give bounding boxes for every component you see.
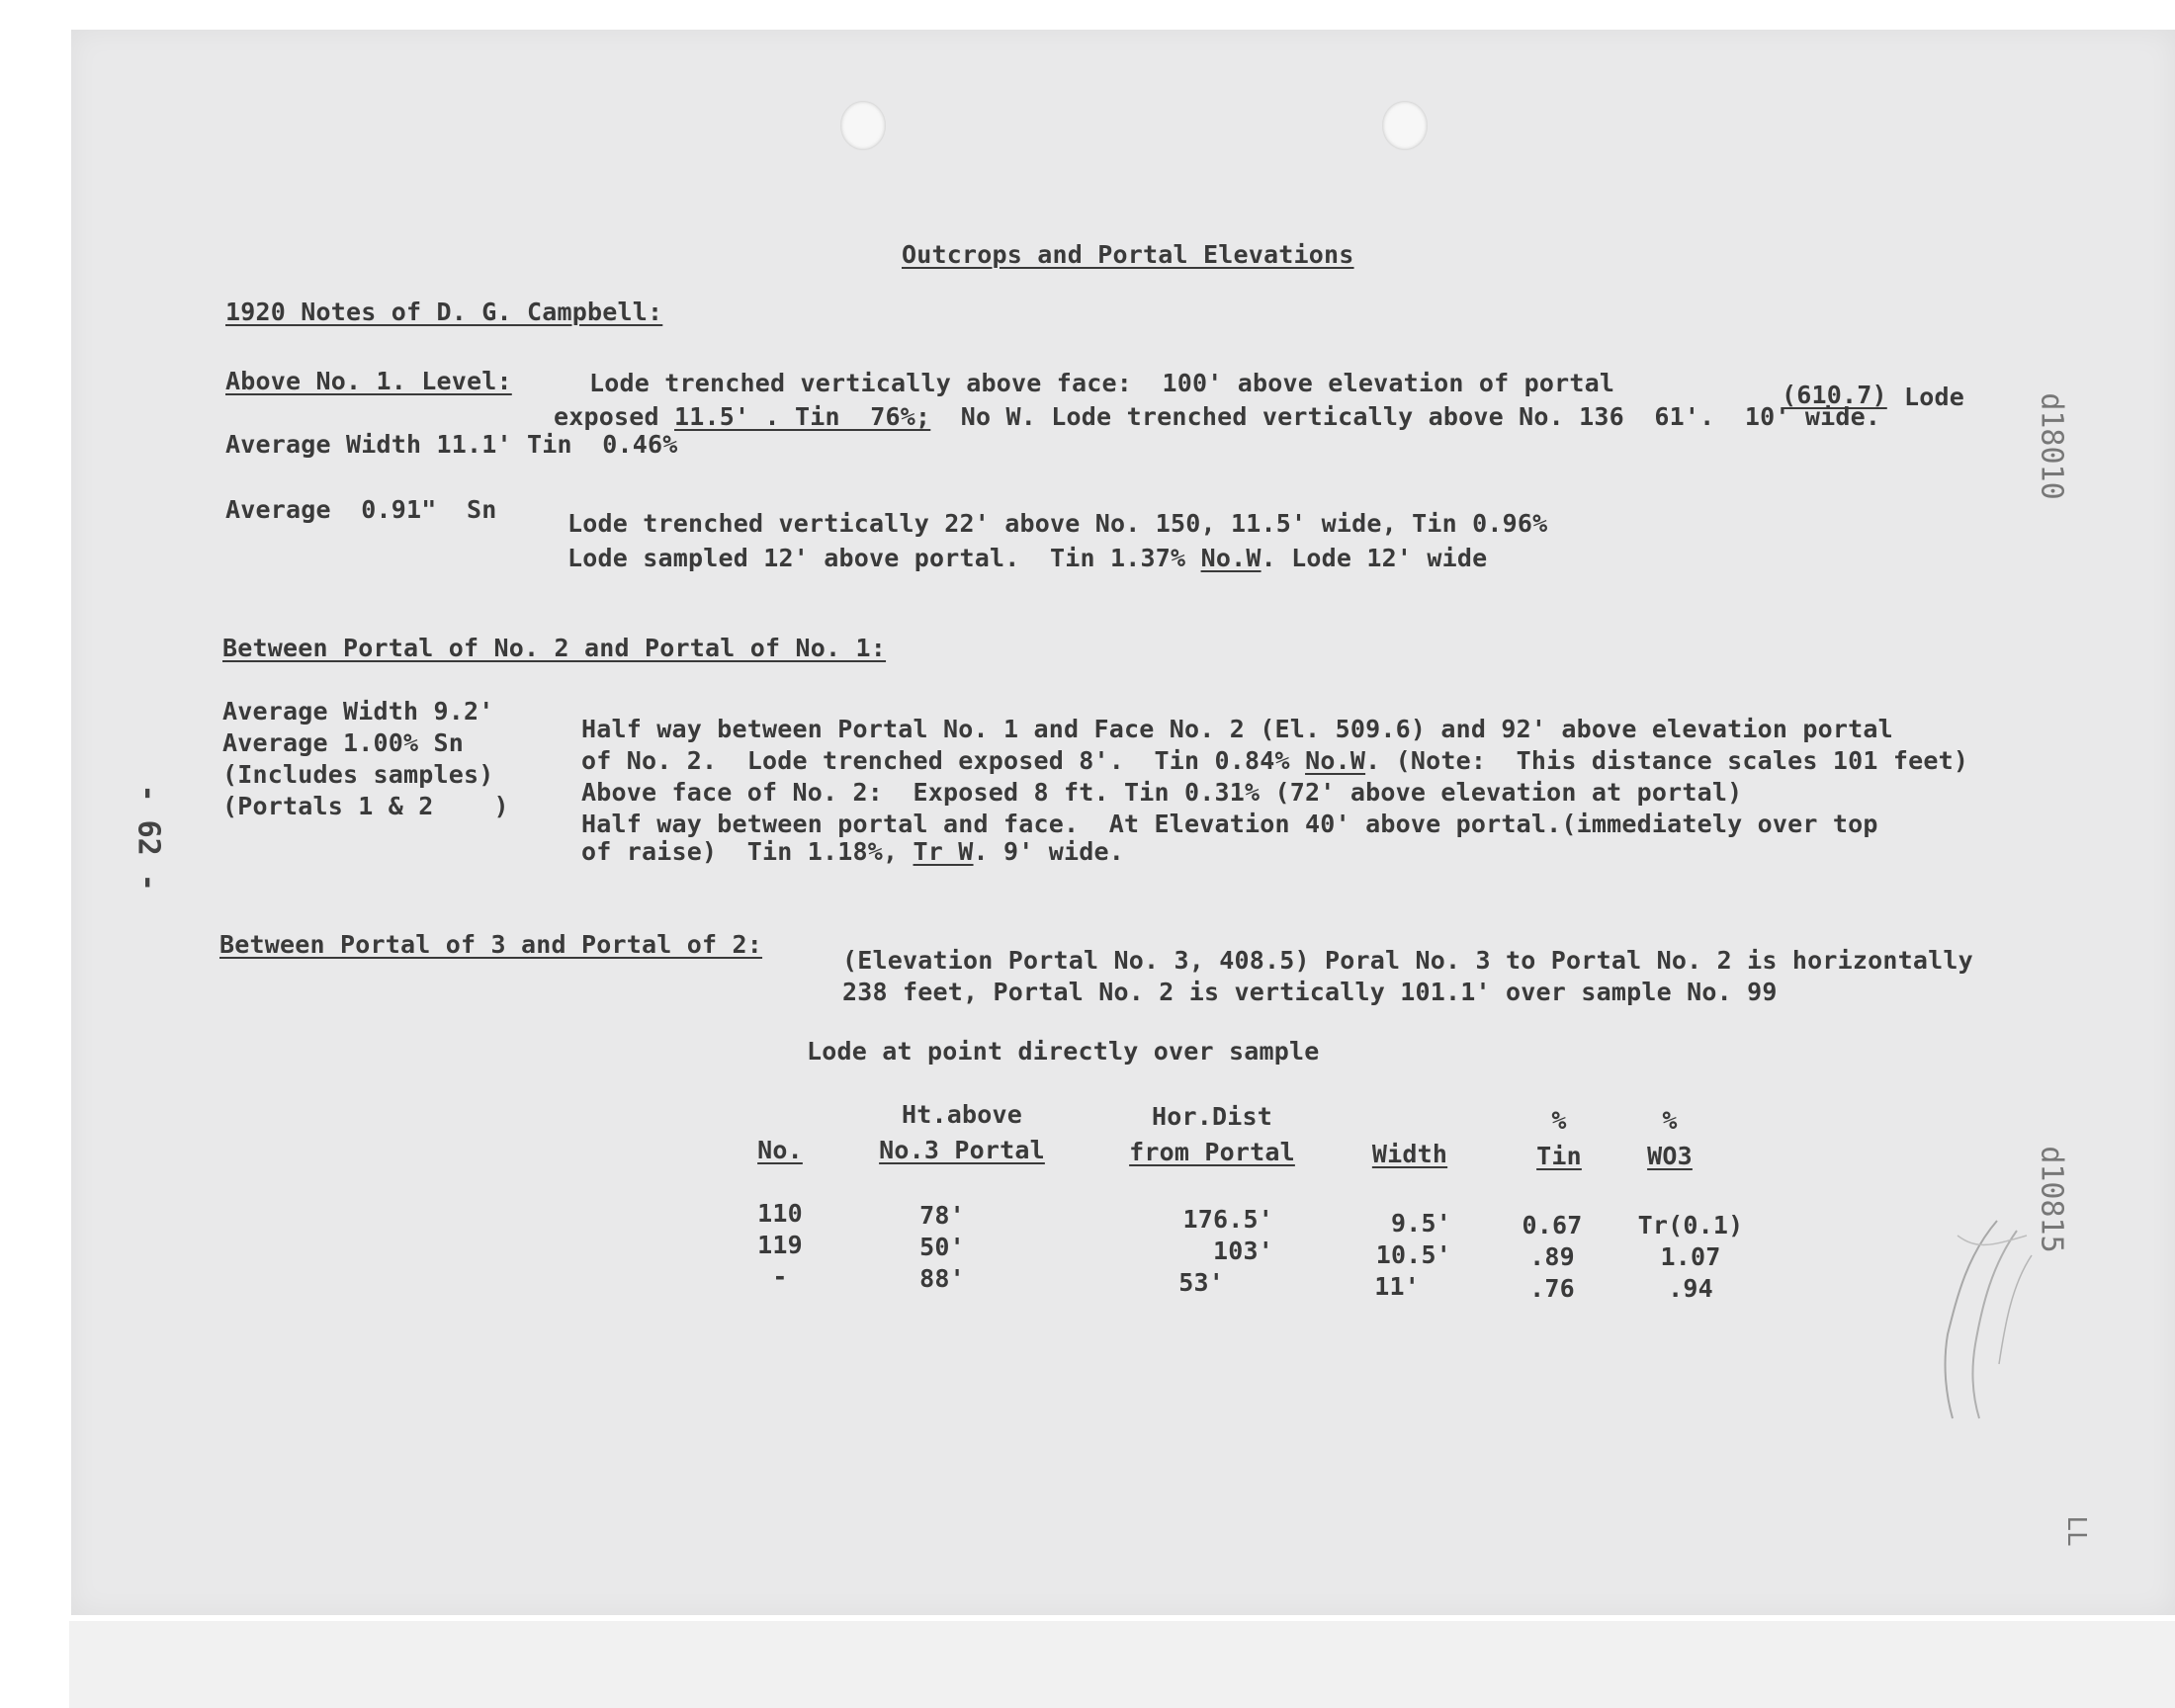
section3-line2: 238 feet, Portal No. 2 is vertically 101.1' over sample No. 99 xyxy=(842,978,1778,1006)
section2-left-3: (Includes samples) xyxy=(222,760,494,789)
section1-line4: Lode trenched vertically 22' above No. 150, 11.5' wide, Tin 0.96% xyxy=(567,509,1548,538)
col-header-ht-bottom: No.3 Portal xyxy=(879,1136,1045,1164)
col-header-tin-top: % xyxy=(1551,1106,1567,1135)
section2-line5: of raise) Tin 1.18%, Tr W. 9' wide. xyxy=(581,837,1125,866)
section1-average-width: Average Width 11.1' Tin 0.46% xyxy=(225,430,678,459)
archive-stamp-bottom: d10815 xyxy=(2034,1146,2069,1253)
cell-hor: 103' xyxy=(1212,1237,1273,1265)
scan-margin xyxy=(0,0,69,1708)
section1-line1: Lode trenched vertically above face: 100' above elevation of portal xyxy=(589,369,1615,397)
page-number: - 62 - xyxy=(130,784,166,892)
section2-heading: Between Portal of No. 2 and Portal of No. 1: xyxy=(222,634,887,662)
cell-tin: .76 xyxy=(1529,1274,1575,1303)
cell-wo3: .94 xyxy=(1668,1274,1713,1303)
col-header-hor-top: Hor.Dist xyxy=(1151,1102,1272,1131)
col-header-tin-bottom: Tin xyxy=(1536,1142,1582,1170)
cell-no: 119 xyxy=(757,1231,803,1259)
cell-wo3: 1.07 xyxy=(1660,1242,1721,1271)
col-header-hor-bottom: from Portal xyxy=(1129,1138,1295,1166)
pencil-scribble-mark xyxy=(1938,1216,2046,1423)
cell-no: 110 xyxy=(757,1199,803,1228)
col-header-width: Width xyxy=(1371,1140,1448,1168)
cell-hor: 176.5' xyxy=(1182,1205,1273,1234)
cell-hor: 53' xyxy=(1178,1268,1224,1297)
section1-average-sn: Average 0.91" Sn xyxy=(225,495,497,524)
cell-ht: 50' xyxy=(919,1233,965,1261)
section2-left-2: Average 1.00% Sn xyxy=(222,728,465,757)
section2-left-4: (Portals 1 & 2 ) xyxy=(222,792,509,820)
cell-ht: 78' xyxy=(919,1201,965,1230)
punch-hole-left xyxy=(840,101,886,150)
cell-tin: .89 xyxy=(1529,1242,1575,1271)
col-header-no: No. xyxy=(757,1136,803,1164)
section1-heading: Above No. 1. Level: xyxy=(225,367,512,395)
section2-left-1: Average Width 9.2' xyxy=(222,697,494,726)
section2-line2: of No. 2. Lode trenched exposed 8'. Tin 0.84% No.W. (Note: This distance scales 101 feet) xyxy=(581,746,1969,775)
section1-line1-end: Lode xyxy=(1904,383,1965,411)
page-title: Outcrops and Portal Elevations xyxy=(902,240,1354,269)
scan-bottom-margin xyxy=(69,1621,2175,1708)
cell-tin: 0.67 xyxy=(1522,1211,1583,1239)
cell-no: - xyxy=(772,1262,788,1291)
corner-mark: LL xyxy=(2061,1515,2091,1547)
section3-heading: Between Portal of 3 and Portal of 2: xyxy=(219,930,763,959)
archive-stamp-top: d18010 xyxy=(2034,392,2069,500)
section1-line2: exposed 11.5' . Tin 76%; No W. Lode trenched vertically above No. 136 61'. 10' wide. xyxy=(554,402,1881,431)
section1-elevation: (610.7) xyxy=(1782,381,1887,409)
cell-width: 9.5' xyxy=(1390,1209,1451,1238)
col-header-wo3-top: % xyxy=(1662,1106,1678,1135)
cell-width: 10.5' xyxy=(1375,1240,1451,1269)
section3-line1: (Elevation Portal No. 3, 408.5) Poral No. 3 to Portal No. 2 is horizontally xyxy=(842,946,1973,975)
cell-width: 11' xyxy=(1374,1272,1420,1301)
section2-line4: Half way between portal and face. At Elevation 40' above portal.(immediately over top xyxy=(581,810,1878,838)
section2-line3: Above face of No. 2: Exposed 8 ft. Tin 0.31% (72' above elevation at portal) xyxy=(581,778,1743,807)
notes-heading: 1920 Notes of D. G. Campbell: xyxy=(225,298,663,326)
punch-hole-right xyxy=(1382,101,1428,150)
table-caption: Lode at point directly over sample xyxy=(807,1037,1320,1066)
cell-wo3: Tr(0.1) xyxy=(1637,1211,1744,1239)
section1-line5: Lode sampled 12' above portal. Tin 1.37% No.W. Lode 12' wide xyxy=(567,544,1488,572)
col-header-ht-top: Ht.above xyxy=(901,1100,1022,1129)
cell-ht: 88' xyxy=(919,1264,965,1293)
col-header-wo3-bottom: WO3 xyxy=(1647,1142,1693,1170)
section2-line1: Half way between Portal No. 1 and Face No. 2 (El. 509.6) and 92' above elevation portal xyxy=(581,715,1893,743)
